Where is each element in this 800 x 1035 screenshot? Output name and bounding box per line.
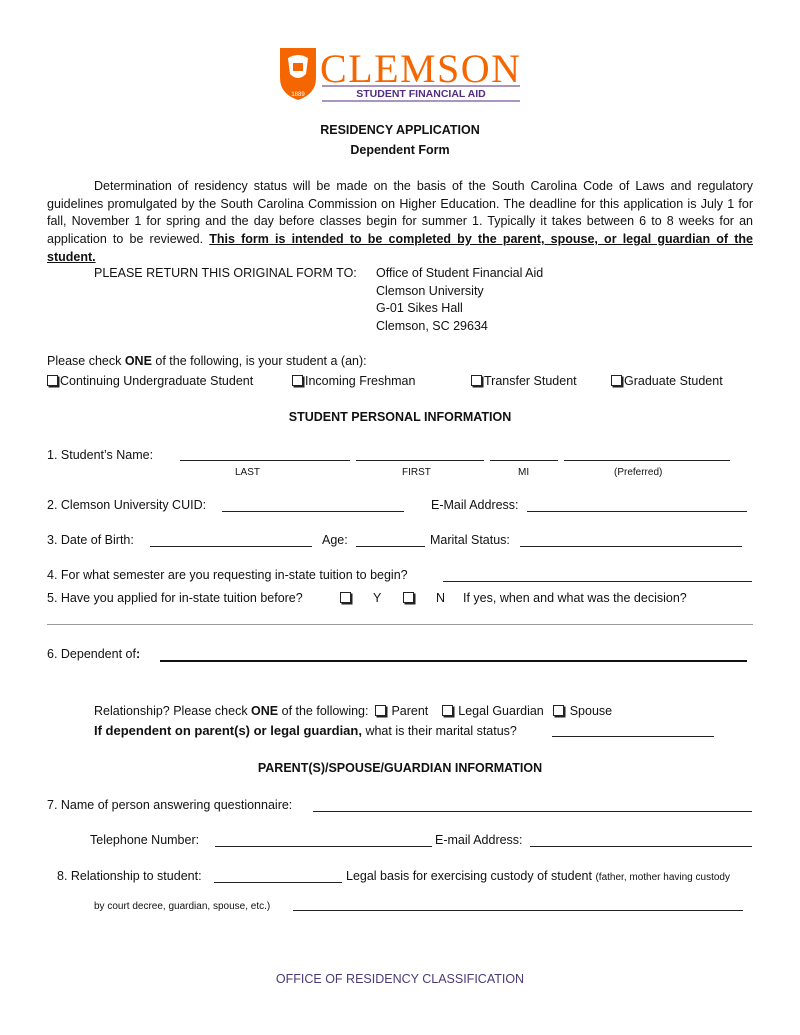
email-field[interactable]: [527, 511, 747, 512]
legal-basis-field[interactable]: [293, 910, 743, 911]
respondent-name-label: 7. Name of person answering questionnaire:: [47, 798, 293, 812]
form-subtitle: Dependent Form: [350, 143, 450, 157]
svg-text:STUDENT FINANCIAL AID: STUDENT FINANCIAL AID: [356, 88, 486, 100]
telephone-field[interactable]: [215, 846, 432, 847]
checkbox-legal-guardian[interactable]: Legal Guardian: [442, 704, 544, 718]
intro-text: Determination of residency status will be made on the basis of the South Carolina Code of Laws and regulatory guidelines promulgated by the South Carolina Commission on Higher Education. The deadline for this application is July 1 for fall, November 1 for spring and the day before classes begin for summer 1. Typically it takes between 6 to 8 weeks for an application to be reviewed.: [47, 179, 753, 247]
checkbox-parent[interactable]: Parent: [372, 704, 428, 718]
parent-marital-field[interactable]: [552, 736, 714, 737]
relationship-to-student-field[interactable]: [214, 882, 342, 883]
cuid-field[interactable]: [222, 511, 404, 512]
mi-field[interactable]: [490, 460, 558, 461]
decision-field[interactable]: [47, 624, 753, 625]
checkbox-continuing-undergrad[interactable]: Continuing Undergraduate Student: [47, 374, 253, 389]
parent-email-field[interactable]: [530, 846, 752, 847]
legal-basis-note: by court decree, guardian, spouse, etc.): [94, 901, 271, 912]
intro-emphasis: This form is intended to be completed by the parent, spouse, or legal guardian of the student.: [47, 232, 753, 264]
checkbox-icon: [442, 705, 453, 716]
return-label: PLEASE RETURN THIS ORIGINAL FORM TO:: [94, 266, 357, 280]
checkbox-icon: [403, 592, 414, 603]
checkbox-icon: [553, 705, 564, 716]
marital-label: Marital Status:: [430, 533, 510, 547]
mi-label: MI: [518, 467, 530, 478]
telephone-label: Telephone Number:: [90, 833, 200, 847]
semester-field[interactable]: [443, 581, 752, 582]
decision-label: If yes, when and what was the decision?: [463, 591, 687, 605]
respondent-name-field[interactable]: [313, 811, 752, 812]
checkbox-icon: [375, 705, 386, 716]
address-line: Office of Student Financial Aid: [376, 266, 544, 280]
cuid-label: 2. Clemson University CUID:: [47, 498, 207, 512]
dependent-of-field[interactable]: [160, 660, 747, 662]
age-field[interactable]: [356, 546, 425, 547]
relationship-prompt: Relationship? Please check ONE of the following: Parent Legal Guardian Spouse: [94, 704, 613, 718]
relationship-to-student-label: 8. Relationship to student:: [57, 869, 202, 883]
address-line: Clemson University: [376, 284, 484, 298]
form-title: RESIDENCY APPLICATION: [320, 123, 480, 137]
checkbox-incoming-freshman[interactable]: Incoming Freshman: [292, 374, 415, 389]
first-name-field[interactable]: [356, 460, 484, 461]
checkbox-icon: [611, 375, 622, 386]
section-heading-student: STUDENT PERSONAL INFORMATION: [288, 410, 512, 424]
email-label: E-Mail Address:: [431, 498, 519, 512]
student-name-label: 1. Student’s Name:: [47, 448, 154, 462]
checkbox-no[interactable]: N: [403, 591, 445, 606]
intro-paragraph: [47, 178, 753, 267]
svg-text:1889: 1889: [291, 92, 305, 98]
dob-label: 3. Date of Birth:: [47, 533, 134, 547]
checkbox-icon: [292, 375, 303, 386]
first-label: FIRST: [402, 467, 431, 478]
checkbox-icon: [340, 592, 351, 603]
checkbox-yes[interactable]: Y: [340, 591, 381, 606]
checkbox-icon: [471, 375, 482, 386]
preferred-label: (Preferred): [614, 467, 663, 478]
parent-email-label: E-mail Address:: [435, 833, 523, 847]
parent-marital-label: If dependent on parent(s) or legal guardian, what is their marital status?: [94, 723, 517, 738]
last-name-field[interactable]: [180, 460, 350, 461]
legal-basis-label: Legal basis for exercising custody of student (father, mother having custody: [346, 869, 730, 883]
checkbox-icon: [47, 375, 58, 386]
checkbox-graduate[interactable]: Graduate Student: [611, 374, 723, 389]
svg-text:CLEMSON: CLEMSON: [320, 46, 520, 91]
age-label: Age:: [322, 533, 348, 547]
dob-field[interactable]: [150, 546, 312, 547]
clemson-logo: [276, 44, 526, 104]
student-type-prompt: Please check ONE of the following, is your student a (an):: [47, 354, 367, 368]
applied-before-label: 5. Have you applied for in-state tuition before?: [47, 591, 303, 605]
address-line: G-01 Sikes Hall: [376, 301, 463, 315]
checkbox-spouse[interactable]: Spouse: [553, 704, 612, 718]
dependent-of-label: 6. Dependent of:: [47, 647, 141, 661]
checkbox-transfer[interactable]: Transfer Student: [471, 374, 577, 389]
last-label: LAST: [235, 467, 261, 478]
section-heading-parent: PARENT(S)/SPOUSE/GUARDIAN INFORMATION: [257, 761, 543, 775]
footer: OFFICE OF RESIDENCY CLASSIFICATION: [275, 972, 525, 986]
semester-label: 4. For what semester are you requesting in-state tuition to begin?: [47, 568, 408, 582]
address-line: Clemson, SC 29634: [376, 319, 488, 333]
preferred-name-field[interactable]: [564, 460, 730, 461]
marital-field[interactable]: [520, 546, 742, 547]
